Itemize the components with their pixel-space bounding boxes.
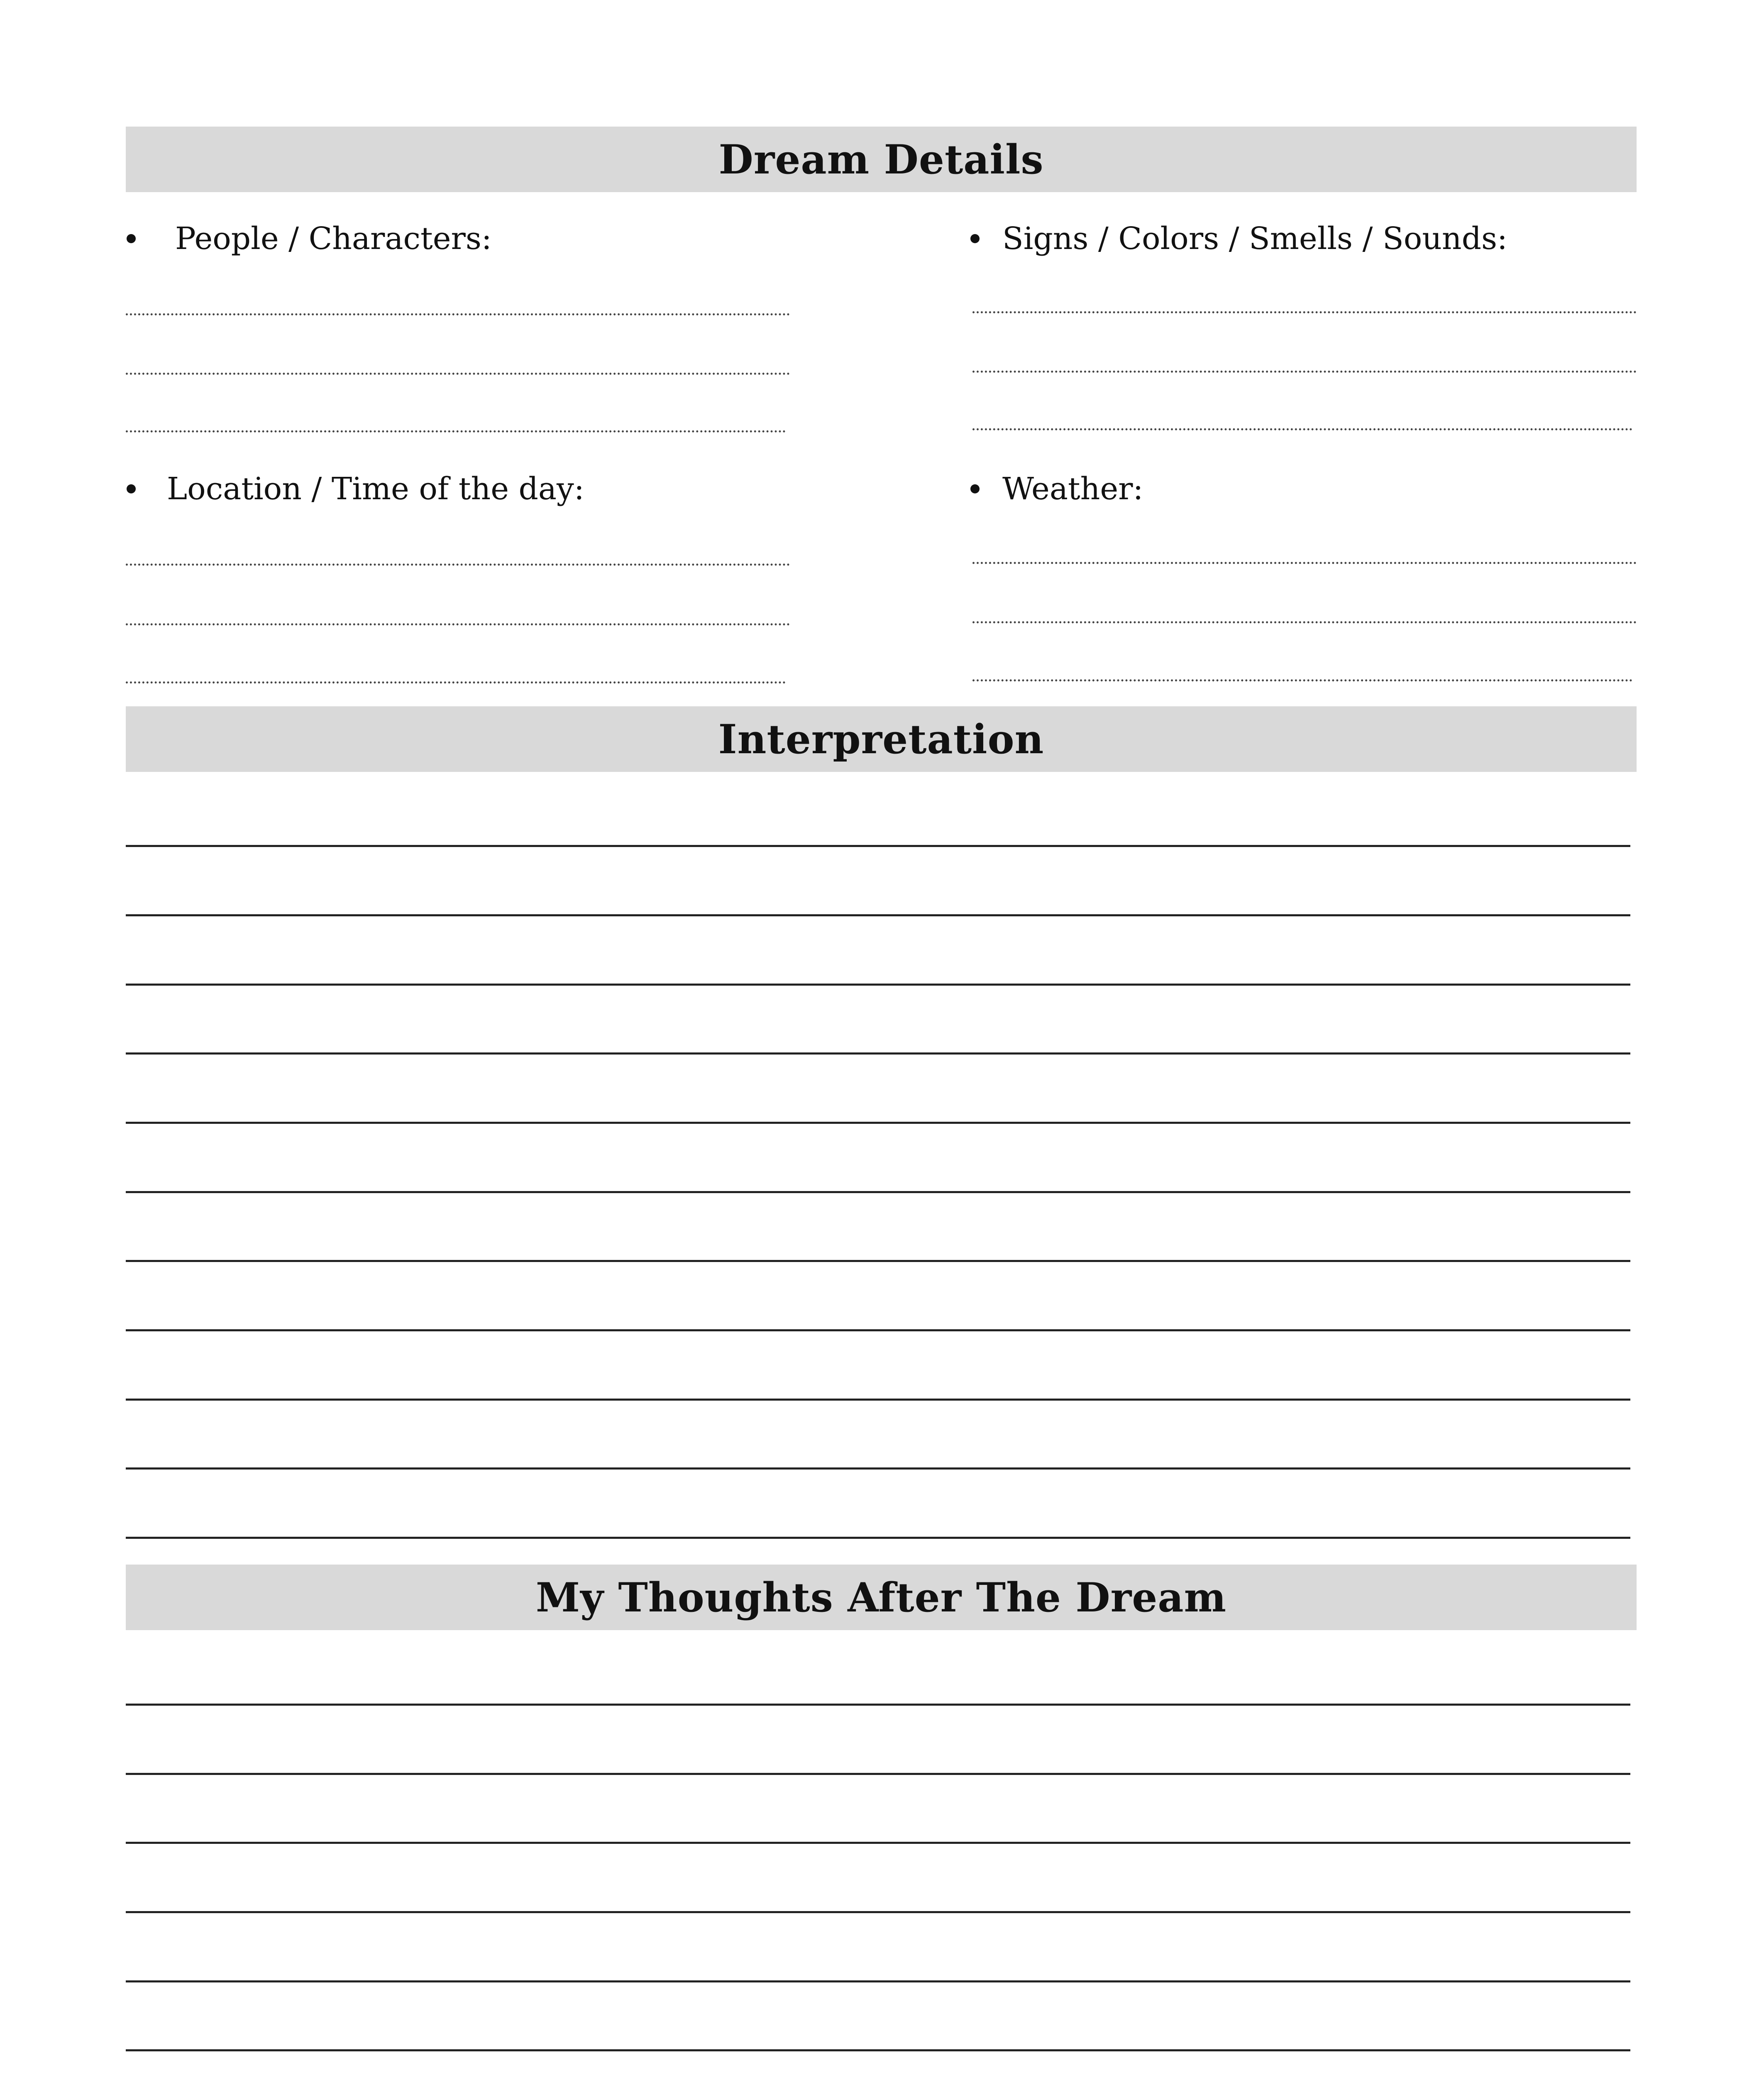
interpretation-line-7[interactable] xyxy=(126,1260,1630,1262)
people-line-2[interactable] xyxy=(126,373,790,375)
interpretation-line-1[interactable] xyxy=(126,845,1630,847)
interpretation-line-4[interactable] xyxy=(126,1052,1630,1055)
bullet-icon xyxy=(970,234,980,243)
dream-details-header xyxy=(126,127,1637,192)
weather-line-1[interactable] xyxy=(972,562,1637,564)
thoughts-line-5[interactable] xyxy=(126,1980,1630,1982)
bullet-icon xyxy=(127,484,136,493)
field-location xyxy=(127,466,584,512)
thoughts-header xyxy=(126,1565,1637,1630)
field-people xyxy=(127,216,492,261)
interpretation-line-9[interactable] xyxy=(126,1399,1630,1401)
bullet-icon xyxy=(970,484,980,493)
dream-details-title: Dream Details xyxy=(718,136,1044,183)
thoughts-line-4[interactable] xyxy=(126,1911,1630,1913)
weather-line-2[interactable] xyxy=(972,621,1637,623)
location-line-1[interactable] xyxy=(126,564,790,566)
thoughts-line-2[interactable] xyxy=(126,1773,1630,1775)
interpretation-line-3[interactable] xyxy=(126,984,1630,986)
weather-line-3[interactable] xyxy=(972,679,1632,681)
field-weather xyxy=(970,466,1143,512)
bullet-icon xyxy=(127,234,136,243)
signs-line-2[interactable] xyxy=(972,371,1637,373)
interpretation-line-6[interactable] xyxy=(126,1191,1630,1193)
interpretation-line-11[interactable] xyxy=(126,1537,1630,1539)
people-line-1[interactable] xyxy=(126,313,790,315)
signs-line-3[interactable] xyxy=(972,428,1632,430)
field-people-label: People / Characters: xyxy=(175,221,492,256)
interpretation-line-5[interactable] xyxy=(126,1122,1630,1124)
field-signs-label: Signs / Colors / Smells / Sounds: xyxy=(1002,221,1507,256)
people-line-3[interactable] xyxy=(126,430,786,432)
interpretation-line-8[interactable] xyxy=(126,1329,1630,1331)
thoughts-line-6[interactable] xyxy=(126,2049,1630,2051)
interpretation-line-10[interactable] xyxy=(126,1467,1630,1470)
interpretation-header xyxy=(126,706,1637,772)
field-signs xyxy=(970,216,1507,261)
location-line-2[interactable] xyxy=(126,623,790,625)
signs-line-1[interactable] xyxy=(972,311,1637,313)
interpretation-line-2[interactable] xyxy=(126,914,1630,916)
field-weather-label: Weather: xyxy=(1002,471,1143,507)
interpretation-title: Interpretation xyxy=(718,715,1044,763)
thoughts-line-3[interactable] xyxy=(126,1842,1630,1844)
location-line-3[interactable] xyxy=(126,681,786,684)
field-location-label: Location / Time of the day: xyxy=(167,471,584,507)
thoughts-title: My Thoughts After The Dream xyxy=(535,1574,1227,1621)
thoughts-line-1[interactable] xyxy=(126,1704,1630,1706)
